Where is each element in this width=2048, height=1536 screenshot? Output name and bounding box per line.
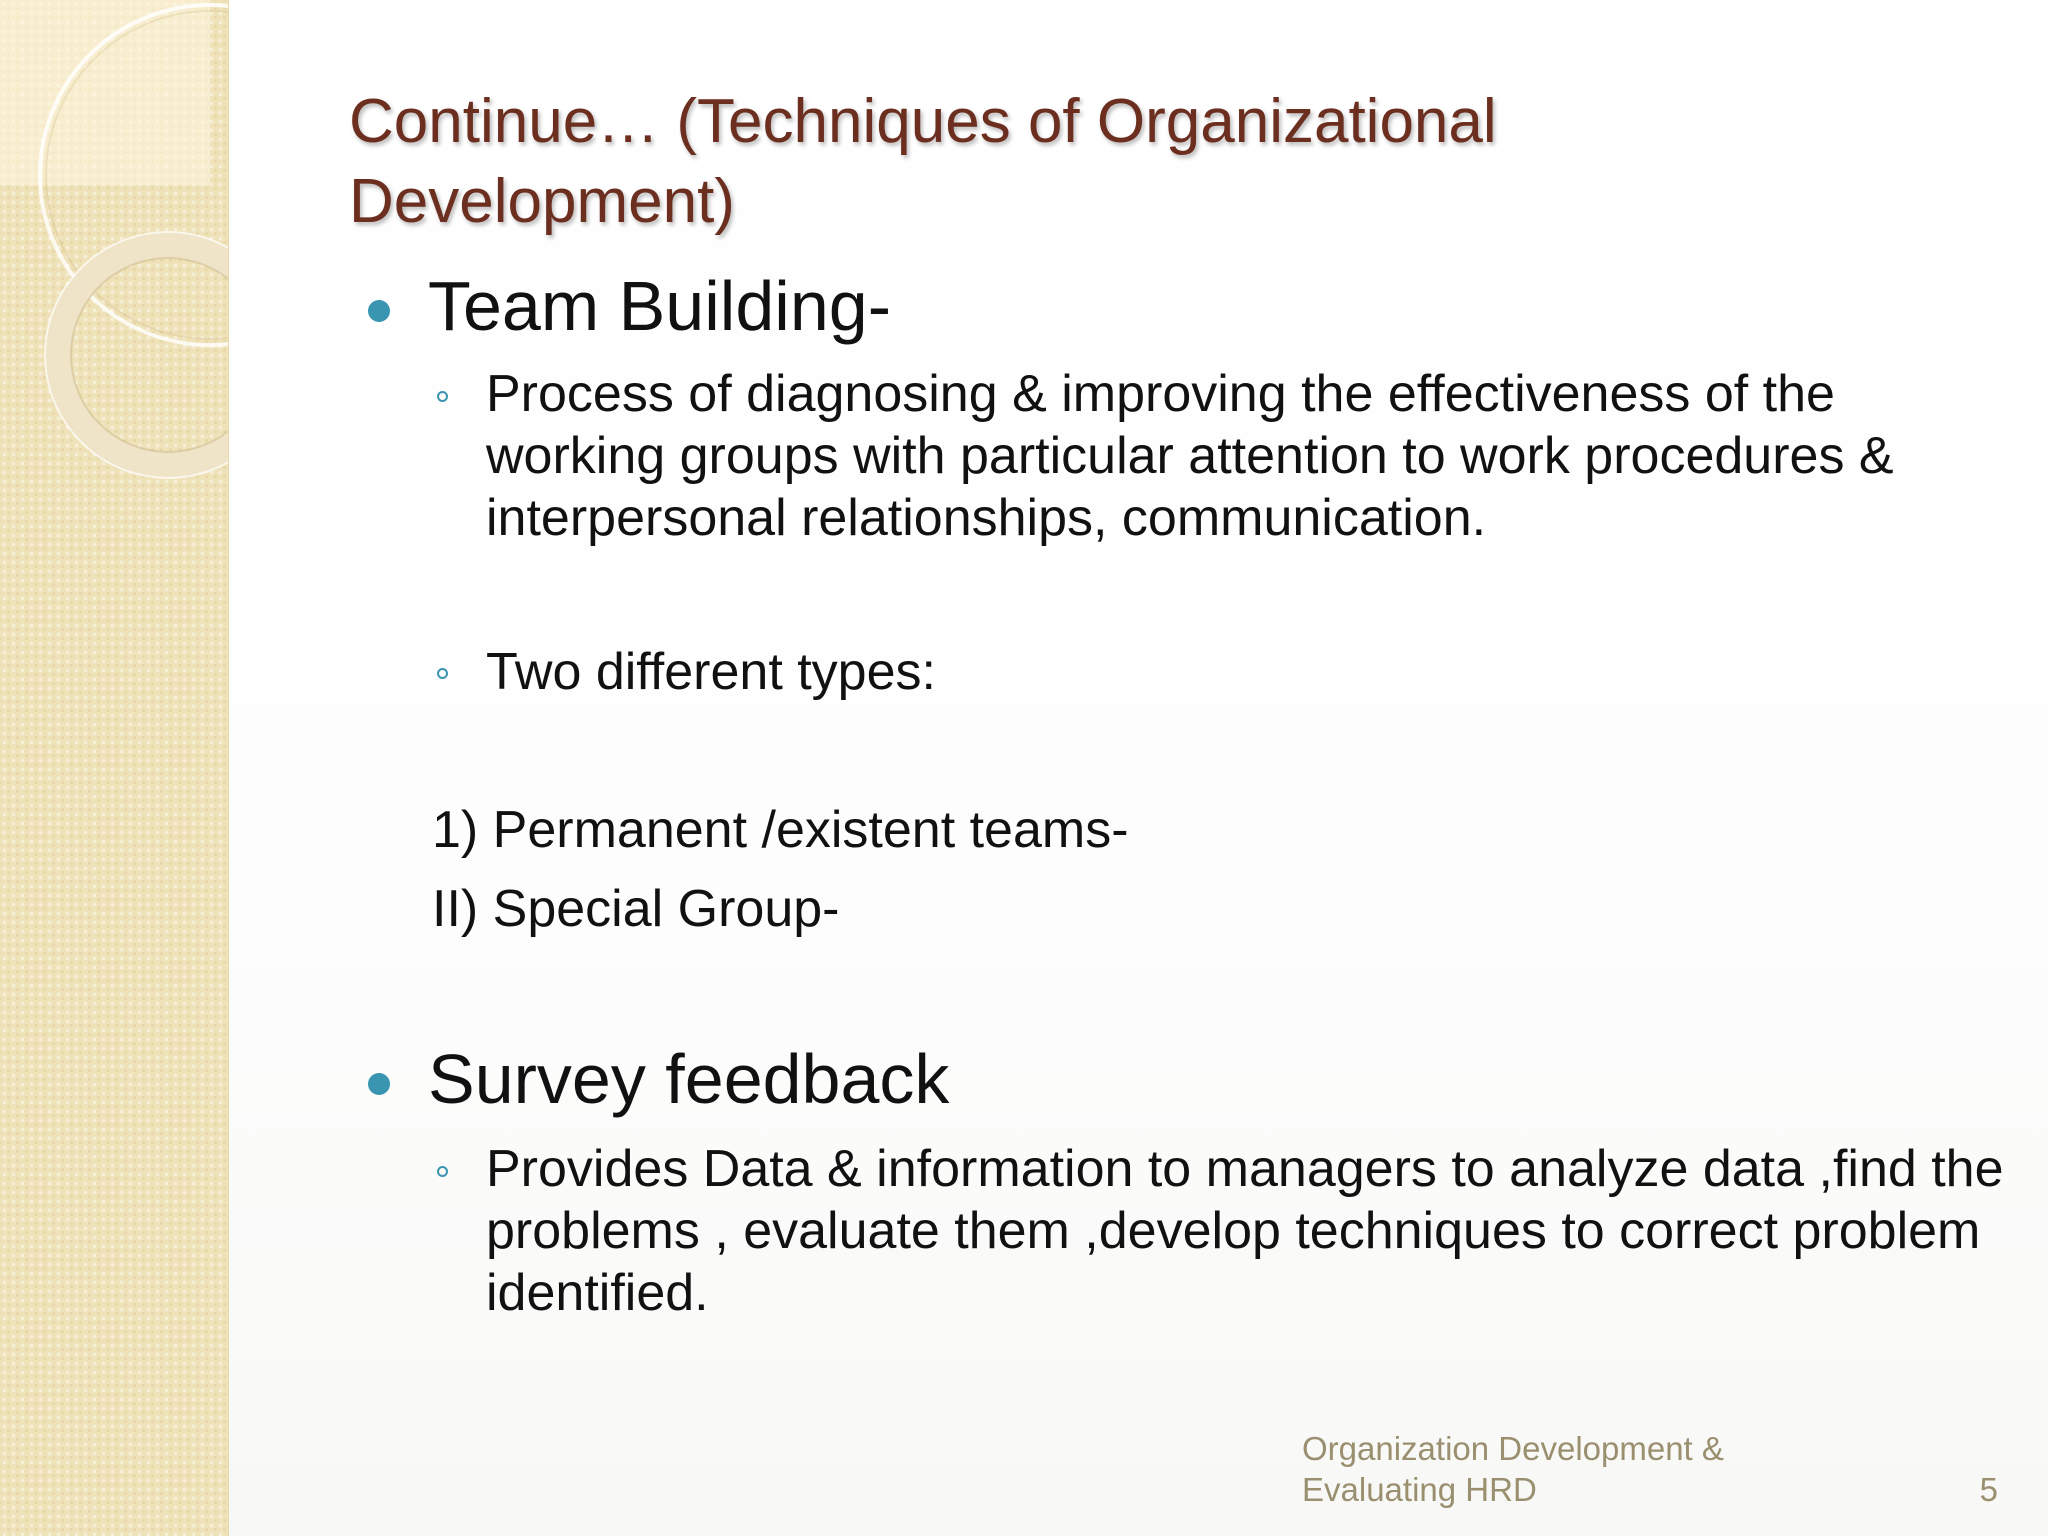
slide-page-number: 5 xyxy=(1979,1471,1998,1508)
slide-footer-text: Organization Development & Evaluating HRD xyxy=(1302,1430,1724,1508)
sub-bullet-ring-icon xyxy=(437,668,448,679)
survey-feedback-description: Provides Data & information to managers to analyze data ,find the problems , evaluate them ,develop techniques to correct problem identified. xyxy=(486,1140,2004,1322)
team-type-special-group: II) Special Group- xyxy=(432,880,840,938)
sub-bullet-ring-icon xyxy=(437,391,448,402)
slide-title: Continue… (Techniques of Organizational Development) xyxy=(349,87,1497,236)
decorative-side-band xyxy=(0,0,229,1536)
decorative-thick-ring xyxy=(58,245,228,465)
survey-feedback-heading: Survey feedback xyxy=(428,1040,950,1118)
team-building-description: Process of diagnosing & improving the effectiveness of the working groups with particular attention to work procedures & interpersonal relationships, communication. xyxy=(486,365,1894,547)
decorative-rings xyxy=(0,0,228,520)
team-type-permanent: 1) Permanent /existent teams- xyxy=(432,801,1129,859)
team-building-types-label: Two different types: xyxy=(486,643,936,701)
sub-bullet-ring-icon xyxy=(437,1166,448,1177)
decorative-corner-panel xyxy=(0,0,210,185)
bullet-dot-icon xyxy=(368,300,390,322)
bullet-dot-icon xyxy=(368,1073,390,1095)
team-building-heading: Team Building- xyxy=(428,267,891,345)
decorative-thick-ring-edge xyxy=(45,232,228,478)
